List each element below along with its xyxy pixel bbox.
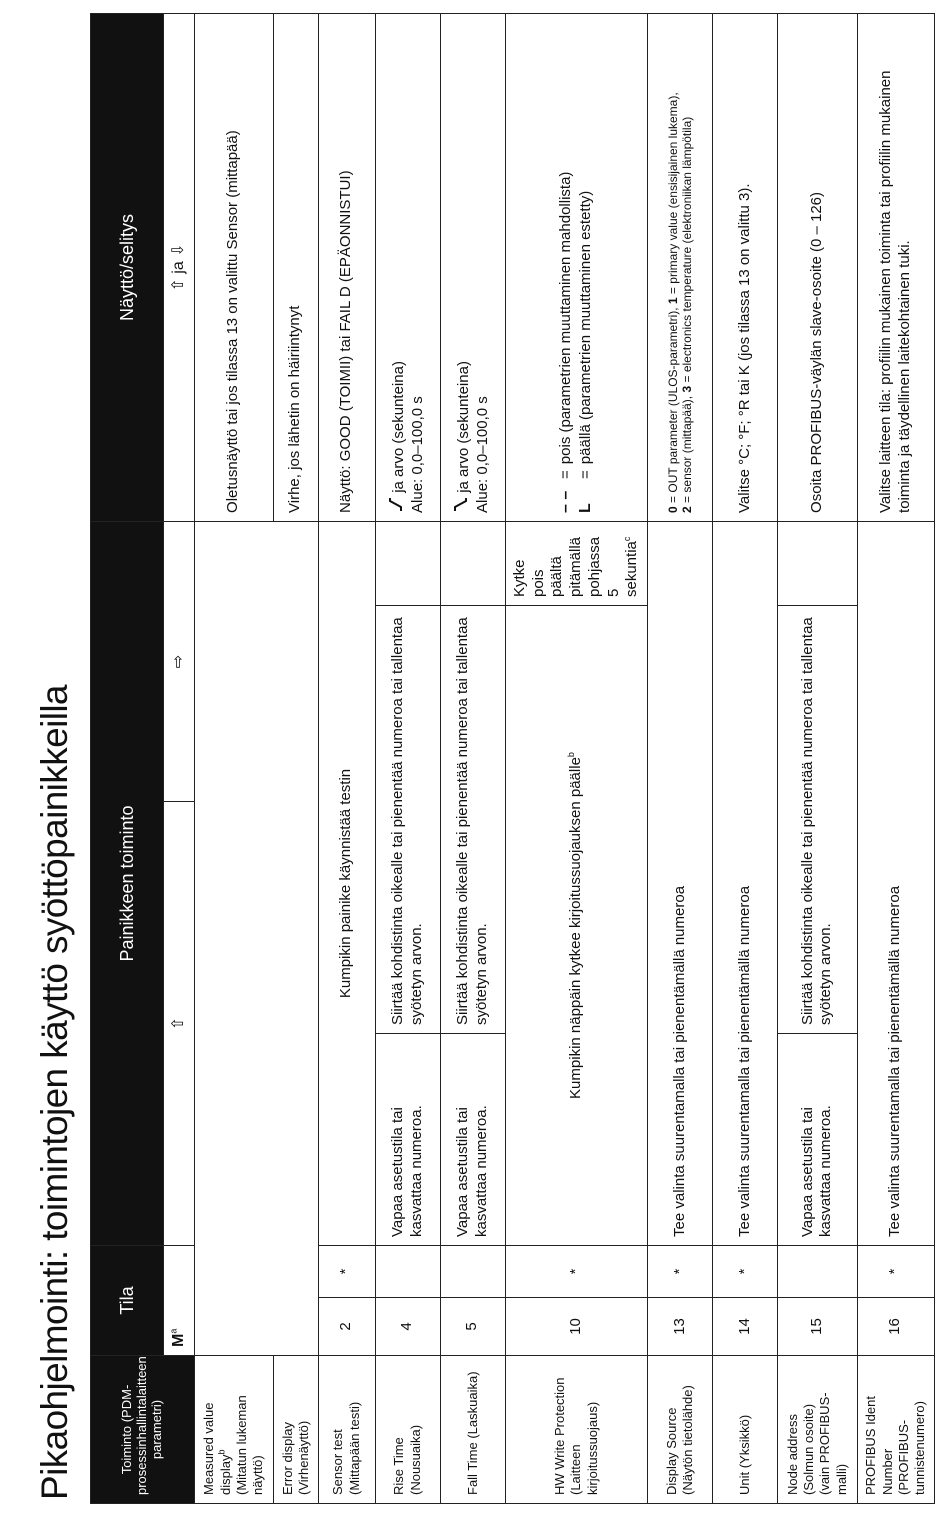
- updown-key-action: Kytke pois päältä pitämällä pohjassa 5 sekuntia$^c$: [505, 521, 648, 605]
- display-text: ja arvo (sekunteina) Alue: 0,0–100,0 s: [375, 13, 440, 521]
- mode-star: *: [318, 1246, 375, 1298]
- col-header-function: Toiminto (PDM-prosessinhallintalaitteen parametri): [91, 1356, 195, 1504]
- table-row: [318, 13, 375, 1503]
- table-row: [713, 13, 778, 1503]
- header-row: [91, 13, 164, 1503]
- mode-star: [375, 1246, 440, 1298]
- param-name: Measured value display$^b$ (Mitatun lukeman näyttö): [194, 1356, 273, 1504]
- display-text: Valitse laitteen tila: profiilin mukainen toiminta tai profiilin mukainen toiminta ja täydellinen laitekohtainen tuki.: [857, 13, 934, 521]
- right-key-action: Siirtää kohdistinta oikealle tai pienentää numeroa tai tallentaa syötetyn arvon.: [375, 606, 440, 1034]
- param-name: Sensor test (Mittapään testi): [318, 1356, 375, 1504]
- col-header-key-function: Painikkeen toiminto: [91, 521, 164, 1245]
- display-text: Valitse °C; °F; °R tai K (jos tilassa 13 on valittu 3).: [713, 13, 778, 521]
- table-row: [505, 13, 648, 1503]
- display-text: Oletusnäyttö tai jos tilassa 13 on valittu Sensor (mittapää): [194, 13, 273, 521]
- right-arrow-icon: ⇨: [164, 521, 194, 801]
- mode-number: 15: [778, 1298, 857, 1356]
- mode-star: *: [713, 1246, 778, 1298]
- up-arrow-icon: ⇧: [164, 802, 194, 1246]
- table-row: [648, 13, 713, 1503]
- off-symbol: – –: [557, 490, 575, 513]
- param-name: Error display (Virhenäyttö): [273, 1356, 318, 1504]
- mode-star: *: [505, 1246, 648, 1298]
- fall-time-icon: [452, 497, 474, 513]
- rise-time-icon: [387, 497, 409, 513]
- key-action: Tee valinta suurentamalla tai pienentämällä numeroa: [713, 521, 778, 1245]
- param-name: Unit (Yksikkö): [713, 1356, 778, 1504]
- col-header-mode: Tila: [91, 1246, 164, 1356]
- table-row: [778, 13, 857, 1503]
- subheader-row: [164, 13, 194, 1503]
- col-header-display: Näyttö/selitys: [91, 13, 164, 521]
- display-text: Näyttö: GOOD (TOIMII) tai FAIL D (EPÄONNISTUI): [318, 13, 375, 521]
- display-text: Virhe, jos lähetin on häiriintynyt: [273, 13, 318, 521]
- param-name: Node address (Solmun osoite) (vain PROFIBUS-malli): [778, 1356, 857, 1504]
- up-key-action: Vapaa asetustila tai kasvattaa numeroa.: [778, 1034, 857, 1246]
- on-symbol: L: [577, 503, 595, 513]
- right-key-action: Siirtää kohdistinta oikealle tai pienentää numeroa tai tallentaa syötetyn arvon.: [778, 606, 857, 1034]
- up-key-action: Vapaa asetustila tai kasvattaa numeroa.: [375, 1034, 440, 1246]
- key-action: Tee valinta suurentamalla tai pienentämällä numeroa: [648, 521, 713, 1245]
- key-action: Kumpikin painike käynnistää testin: [318, 521, 375, 1245]
- param-name: Display Source (Näytön tietolähde): [648, 1356, 713, 1504]
- mode-number: 16: [857, 1298, 934, 1356]
- mode-number: 2: [318, 1298, 375, 1356]
- mode-number: 13: [648, 1298, 713, 1356]
- page-title: Pikaohjelmointi: toimintojen käyttö syöttöpainikkeilla: [34, 685, 75, 1500]
- table-row: [440, 13, 505, 1503]
- mode-star: [440, 1246, 505, 1298]
- display-text: Osoita PROFIBUS-väylän slave-osoite (0 – 126): [778, 13, 857, 521]
- mode-number: 10: [505, 1298, 648, 1356]
- mode-number: 5: [440, 1298, 505, 1356]
- param-name: Rise Time (Nousuaika): [375, 1356, 440, 1504]
- display-text: 0 = OUT parameter (ULOS-parametri), 1 = primary value (ensisijainen lukema), 2 = sensor (mittapää), 3 = electronics temperature (elektroniikan lämpötila): [648, 13, 713, 521]
- up-down-arrows-icon: ⇧ ja ⇩: [164, 13, 194, 521]
- param-name: Fall Time (Laskuaika): [440, 1356, 505, 1504]
- param-name: HW Write Protection (Laitteen kirjoitussuojaus): [505, 1356, 648, 1504]
- write-protect-on: L = päällä (parametrien muuttaminen estetty): [577, 190, 595, 513]
- mode-number: 4: [375, 1298, 440, 1356]
- mode-star: *: [648, 1246, 713, 1298]
- key-action: Tee valinta suurentamalla tai pienentämällä numeroa: [857, 521, 934, 1245]
- m-header: $M^a$: [164, 1246, 194, 1356]
- right-key-action: Siirtää kohdistinta oikealle tai pienentää numeroa tai tallentaa syötetyn arvon.: [440, 606, 505, 1034]
- quick-programming-table: [90, 13, 935, 1504]
- param-name: PROFIBUS Ident Number (PROFIBUS-tunnistenumero): [857, 1356, 934, 1504]
- display-text: ja arvo (sekunteina) Alue: 0,0–100,0 s: [440, 13, 505, 521]
- table-row: [194, 13, 273, 1503]
- mode-star: [778, 1246, 857, 1298]
- up-key-action: Vapaa asetustila tai kasvattaa numeroa.: [440, 1034, 505, 1246]
- write-protect-off: – – = pois (parametrien muuttaminen mahdollista): [557, 171, 575, 513]
- table-row: [857, 13, 934, 1503]
- mode-number: 14: [713, 1298, 778, 1356]
- key-action: Kumpikin näppäin kytkee kirjoitussuojauksen päälle$^b$: [505, 606, 648, 1246]
- mode-star: *: [857, 1246, 934, 1298]
- table-row: [375, 13, 440, 1503]
- display-text: [505, 13, 648, 521]
